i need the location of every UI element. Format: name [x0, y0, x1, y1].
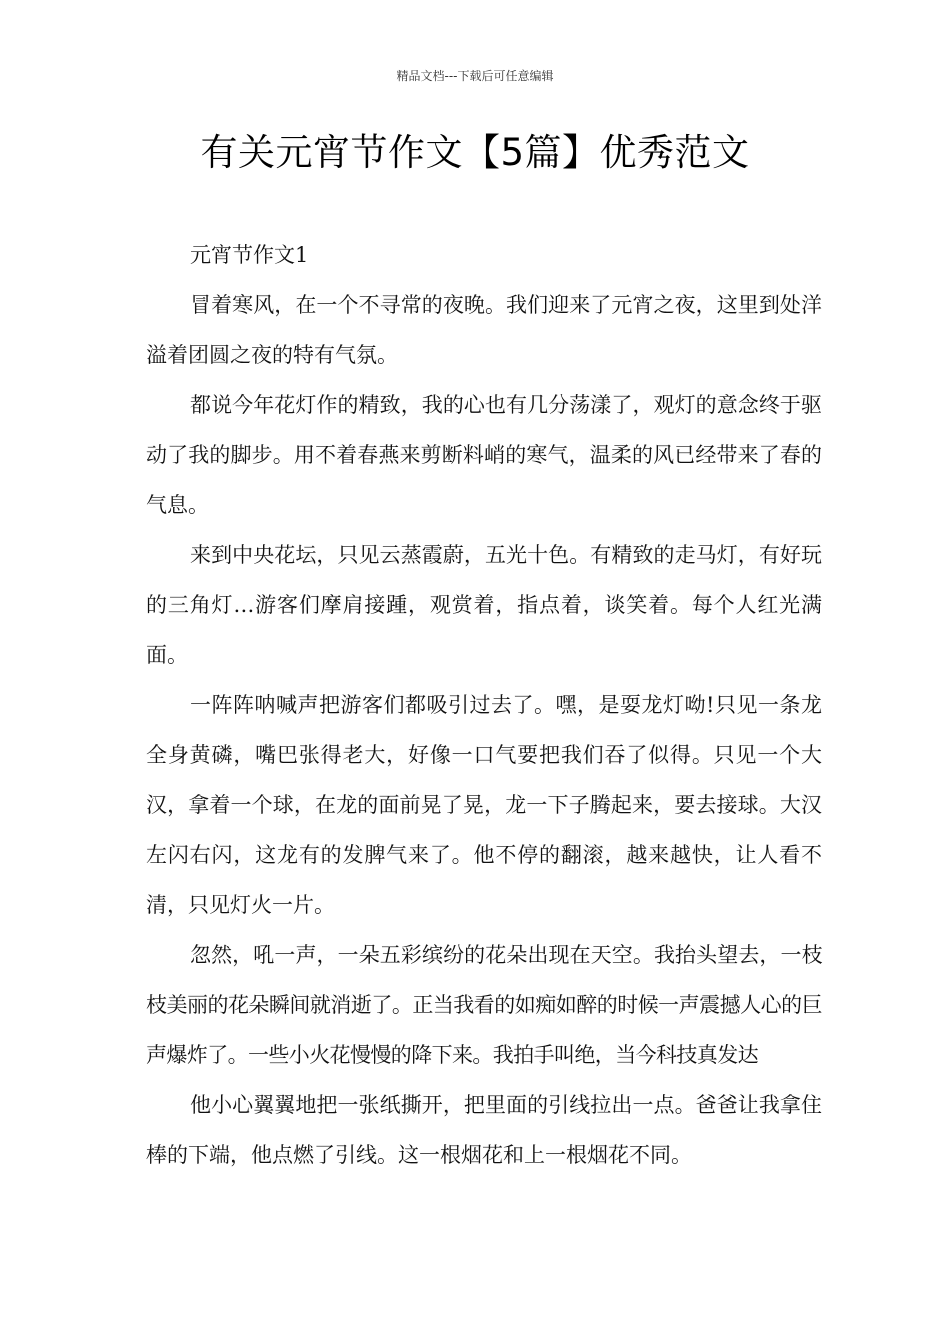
header-note: 精品文档---下载后可任意编辑 — [396, 69, 554, 83]
paragraph: 来到中央花坛，只见云蒸霞蔚，五光十色。有精致的走马灯，有好玩的三角灯…游客们摩肩接踵，观赏着，指点着，谈笑着。每个人红光满面。 — [146, 543, 822, 667]
paragraph: 他小心翼翼地把一张纸撕开，把里面的引线拉出一点。爸爸让我拿住棒的下端，他点燃了引线。这一根烟花和上一根烟花不同。 — [146, 1093, 822, 1167]
paragraph: 一阵阵呐喊声把游客们都吸引过去了。嘿，是耍龙灯呦!只见一条龙全身黄磷，嘴巴张得老大，好像一口气要把我们吞了似得。只见一个大汉，拿着一个球，在龙的面前晃了晃，龙一下子腾起来，要去接球。大汉左闪右闪，这龙有的发脾气来了。他不停的翻滚，越来越快，让人看不清，只见灯火一片。 — [146, 693, 822, 917]
paragraph: 忽然，吼一声，一朵五彩缤纷的花朵出现在天空。我抬头望去，一枝枝美丽的花朵瞬间就消逝了。正当我看的如痴如醉的时候一声震撼人心的巨声爆炸了。一些小火花慢慢的降下来。我拍手叫绝，当今科技真发达 — [146, 943, 822, 1067]
paragraph-essay-heading: 元宵节作文1 — [190, 243, 309, 267]
document-body — [146, 230, 822, 1180]
document-title: 有关元宵节作文【5篇】优秀范文 — [200, 131, 750, 174]
paragraph: 冒着寒风，在一个不寻常的夜晚。我们迎来了元宵之夜，这里到处洋溢着团圆之夜的特有气氛。 — [146, 293, 822, 367]
paragraph: 都说今年花灯作的精致，我的心也有几分荡漾了，观灯的意念终于驱动了我的脚步。用不着春燕来剪断料峭的寒气，温柔的风已经带来了春的气息。 — [146, 393, 822, 517]
